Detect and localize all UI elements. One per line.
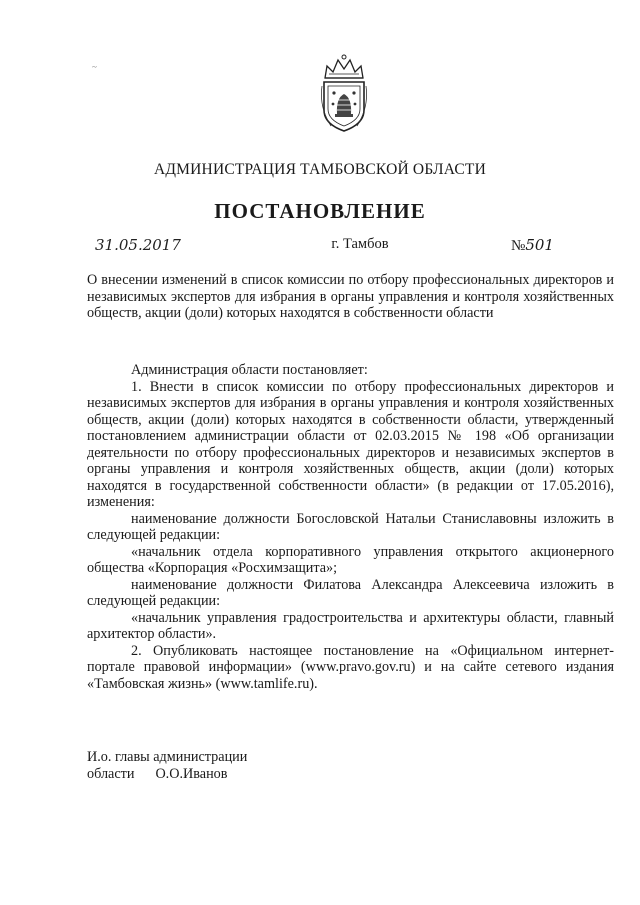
scan-mark: ~ (92, 62, 97, 72)
document-body (87, 362, 614, 692)
change-2-intro: наименование должности Филатова Александра Алексеевича изложить в следующей редакции: (87, 576, 614, 609)
document-city: г. Тамбов (331, 236, 389, 252)
organization-name: АДМИНИСТРАЦИЯ ТАМБОВСКОЙ ОБЛАСТИ (154, 161, 486, 178)
clause-1: 1. Внести в список комиссии по отбору профессиональных директоров и независимых экспертов для избрания в органы управления и контроля хозяйственных обществ, акции (доли) которых находятся в собственности области, утвержденный постановлением администрации области от 02.03.2015 № 198 «Об организации деятельности по отбору профессиональных директоров и независимых экспертов в органы управления и контроля хозяйственных обществ, акции (доли) которых находятся в государственной собственности области» (в редакции от 17.05.2016), изменения: (87, 378, 614, 510)
signatory-position-line1: И.о. главы администрации (87, 749, 248, 765)
document-number (511, 236, 554, 255)
preamble: Администрация области постановляет: (131, 362, 368, 378)
change-2-text: «начальник управления градостроительства и архитектуры области, главный архитектор области». (87, 609, 614, 642)
signatory-name: О.О.Иванов (155, 765, 228, 782)
signatory-position-line2: области (87, 765, 135, 782)
change-1-intro: наименование должности Богословской Натальи Станиславовны изложить в следующей редакции: (87, 510, 614, 543)
document-subject: О внесении изменений в список комиссии по отбору профессиональных директоров и независимых экспертов для избрания в органы управления и контроля хозяйственных обществ, акции (доли) которых находятся в собственности области (87, 272, 614, 321)
tambov-coat-of-arms-icon (319, 52, 369, 134)
document-date: 31.05.2017 (95, 236, 181, 254)
document-type-title: ПОСТАНОВЛЕНИЕ (214, 199, 426, 223)
change-1-text: «начальник отдела корпоративного управления открытого акционерного общества «Корпорация «Росхимзащита»; (87, 543, 614, 576)
clause-2: 2. Опубликовать настоящее постановление на «Официальном интернет-портале правовой информации» (www.pravo.gov.ru) и на сайте сетевого издания «Тамбовская жизнь» (www.tamlife.ru). (87, 642, 614, 692)
number-prefix: № (511, 238, 526, 254)
signature-block (87, 749, 247, 782)
signatory-line2 (87, 766, 247, 783)
number-value: 501 (525, 236, 554, 254)
